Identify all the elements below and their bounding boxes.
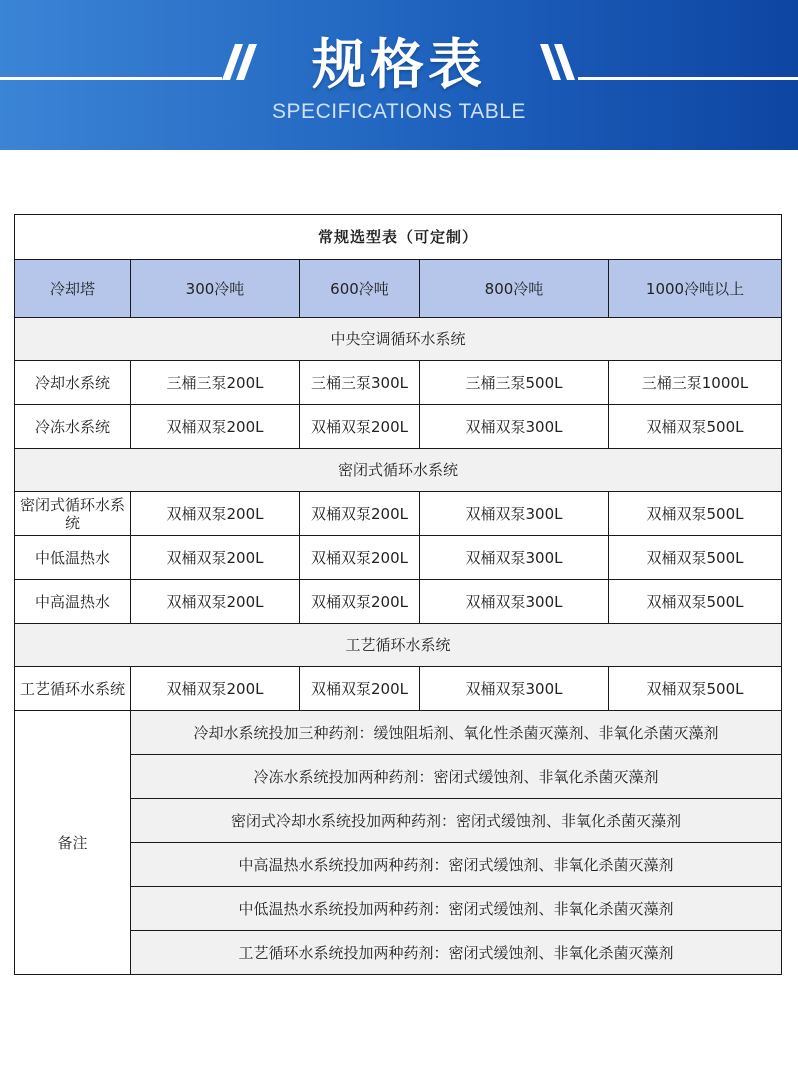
table-cell: 双桶双泵200L xyxy=(131,405,300,449)
note-text: 密闭式冷却水系统投加两种药剂：密闭式缓蚀剂、非氧化杀菌灭藻剂 xyxy=(131,799,782,843)
table-title: 常规选型表（可定制） xyxy=(15,215,782,260)
table-cell: 三桶三泵1000L xyxy=(609,361,782,405)
row-label: 冷冻水系统 xyxy=(15,405,131,449)
table-cell: 双桶双泵300L xyxy=(420,492,609,536)
table-cell: 双桶双泵500L xyxy=(609,536,782,580)
table-row xyxy=(15,580,782,624)
note-row xyxy=(15,711,782,755)
table-cell: 双桶双泵500L xyxy=(609,405,782,449)
page-subtitle: SPECIFICATIONS TABLE xyxy=(272,100,526,123)
note-text: 冷冻水系统投加两种药剂：密闭式缓蚀剂、非氧化杀菌灭藻剂 xyxy=(131,755,782,799)
note-row xyxy=(15,799,782,843)
table-cell: 双桶双泵500L xyxy=(609,580,782,624)
section-row xyxy=(15,624,782,667)
table-cell: 双桶双泵200L xyxy=(300,580,420,624)
table-cell: 双桶双泵300L xyxy=(420,580,609,624)
header-cell: 300冷吨 xyxy=(131,260,300,318)
table-cell: 三桶三泵500L xyxy=(420,361,609,405)
notes-label: 备注 xyxy=(15,711,131,975)
row-label: 冷却水系统 xyxy=(15,361,131,405)
table-cell: 双桶双泵200L xyxy=(131,536,300,580)
table-cell: 双桶双泵200L xyxy=(300,492,420,536)
table-cell: 双桶双泵300L xyxy=(420,667,609,711)
note-row xyxy=(15,843,782,887)
slash-decoration-right xyxy=(540,44,580,82)
table-cell: 双桶双泵500L xyxy=(609,667,782,711)
table-cell: 双桶双泵200L xyxy=(131,492,300,536)
note-row xyxy=(15,887,782,931)
table-row xyxy=(15,405,782,449)
table-cell: 双桶双泵300L xyxy=(420,536,609,580)
table-cell: 双桶双泵200L xyxy=(131,580,300,624)
row-label: 密闭式循环水系统 xyxy=(15,492,131,536)
table-cell: 三桶三泵300L xyxy=(300,361,420,405)
table-row xyxy=(15,492,782,536)
table-cell: 双桶双泵200L xyxy=(131,667,300,711)
table-row xyxy=(15,667,782,711)
table-cell: 双桶双泵200L xyxy=(300,405,420,449)
page-title: 规格表 xyxy=(312,33,486,96)
header-cell: 800冷吨 xyxy=(420,260,609,318)
table-cell: 双桶双泵200L xyxy=(300,536,420,580)
banner-rule-right xyxy=(578,77,798,80)
note-row xyxy=(15,755,782,799)
table-cell: 双桶双泵200L xyxy=(300,667,420,711)
row-label: 工艺循环水系统 xyxy=(15,667,131,711)
note-row xyxy=(15,931,782,975)
header-banner xyxy=(0,0,798,150)
table-cell: 双桶双泵300L xyxy=(420,405,609,449)
spec-table xyxy=(14,214,782,975)
header-cell: 1000冷吨以上 xyxy=(609,260,782,318)
note-text: 中低温热水系统投加两种药剂：密闭式缓蚀剂、非氧化杀菌灭藻剂 xyxy=(131,887,782,931)
section-title: 密闭式循环水系统 xyxy=(15,449,782,492)
section-title: 工艺循环水系统 xyxy=(15,624,782,667)
header-cell: 冷却塔 xyxy=(15,260,131,318)
header-cell: 600冷吨 xyxy=(300,260,420,318)
table-cell: 三桶三泵200L xyxy=(131,361,300,405)
note-text: 中高温热水系统投加两种药剂：密闭式缓蚀剂、非氧化杀菌灭藻剂 xyxy=(131,843,782,887)
note-text: 工艺循环水系统投加两种药剂：密闭式缓蚀剂、非氧化杀菌灭藻剂 xyxy=(131,931,782,975)
table-row xyxy=(15,361,782,405)
section-row xyxy=(15,449,782,492)
row-label: 中低温热水 xyxy=(15,536,131,580)
section-title: 中央空调循环水系统 xyxy=(15,318,782,361)
table-row xyxy=(15,536,782,580)
table-header-row xyxy=(15,260,782,318)
note-text: 冷却水系统投加三种药剂：缓蚀阻垢剂、氧化性杀菌灭藻剂、非氧化杀菌灭藻剂 xyxy=(131,711,782,755)
row-label: 中高温热水 xyxy=(15,580,131,624)
table-cell: 双桶双泵500L xyxy=(609,492,782,536)
section-row xyxy=(15,318,782,361)
